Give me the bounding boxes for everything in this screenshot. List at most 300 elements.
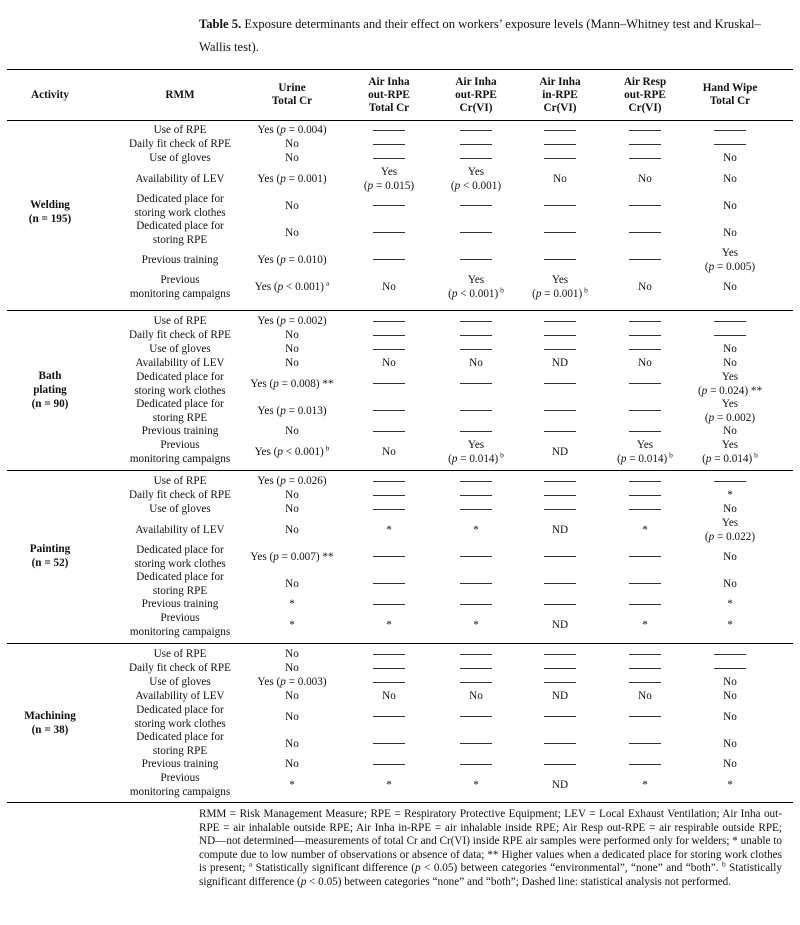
p-value: (p = 0.007): [269, 550, 320, 563]
rmm-text: storing RPE: [152, 584, 208, 597]
not-performed-dash: [373, 743, 405, 744]
table-cell: [680, 474, 780, 488]
table-cell: [431, 474, 521, 488]
cell-value: *: [386, 618, 392, 631]
activity-text: plating: [33, 383, 67, 396]
table-cell: [237, 151, 347, 165]
table-cell: [237, 424, 347, 438]
not-performed-dash: [460, 335, 492, 336]
rmm-label: [105, 397, 255, 424]
not-performed-dash: [544, 158, 576, 159]
table-cell: [600, 502, 690, 516]
not-performed-dash: [544, 349, 576, 350]
table-cell: [520, 771, 600, 798]
rmm-text: Use of RPE: [153, 124, 207, 136]
not-performed-dash: [629, 335, 661, 336]
cell-value: Yes: [257, 172, 277, 185]
cell-value: ND: [551, 618, 569, 631]
table-cell: [520, 570, 600, 597]
rmm-label: [105, 137, 255, 151]
cell-value: Yes: [257, 315, 277, 327]
cell-value: No: [723, 710, 737, 723]
p-value: (p = 0.014): [448, 452, 499, 465]
table-cell: [431, 771, 521, 798]
footnote-marker: **: [319, 550, 334, 563]
not-performed-dash: [373, 495, 405, 496]
not-performed-dash: [544, 668, 576, 669]
table-cell: [600, 689, 690, 703]
not-performed-dash: [373, 764, 405, 765]
table-cell: [237, 703, 347, 730]
not-performed-dash: [373, 321, 405, 322]
table-cell: [349, 356, 429, 370]
table-cell: [520, 675, 600, 689]
table-cell: [680, 570, 780, 597]
cell-value: *: [727, 618, 733, 631]
rmm-text: Availability of LEV: [135, 523, 225, 536]
p-value: (p < 0.05): [296, 875, 342, 888]
not-performed-dash: [714, 654, 746, 655]
cell-value: No: [723, 152, 737, 164]
cell-value: No: [723, 357, 737, 369]
table-cell: [680, 488, 780, 502]
cell-value: *: [642, 778, 648, 791]
p-value: (p = 0.024): [697, 384, 749, 397]
not-performed-dash: [460, 481, 492, 482]
activity-text: Painting: [29, 543, 71, 555]
not-performed-dash: [373, 431, 405, 432]
p-value: (p = 0.001): [276, 172, 327, 185]
cell-value: *: [727, 598, 733, 610]
table-cell: [600, 123, 690, 137]
not-performed-dash: [460, 604, 492, 605]
not-performed-dash: [373, 583, 405, 584]
cell-value: *: [289, 598, 295, 610]
rmm-text: Previous training: [141, 253, 219, 266]
not-performed-dash: [373, 716, 405, 717]
rmm-text: Dedicated place for: [136, 370, 224, 383]
table-cell: [349, 771, 429, 798]
cell-value: No: [285, 489, 299, 501]
table-cell: [680, 370, 780, 397]
not-performed-dash: [544, 321, 576, 322]
rmm-text: Dedicated place for: [136, 730, 224, 743]
table-cell: [600, 165, 690, 192]
table-cell: [431, 151, 521, 165]
table-cell: [237, 611, 347, 638]
table-cell: [237, 474, 347, 488]
table-cell: [431, 543, 521, 570]
not-performed-dash: [629, 232, 661, 233]
table-cell: [600, 675, 690, 689]
table-cell: [680, 192, 780, 219]
table-cell: [520, 703, 600, 730]
not-performed-dash: [460, 144, 492, 145]
cell-value: No: [382, 445, 396, 458]
not-performed-dash: [629, 431, 661, 432]
table-cell: [431, 703, 521, 730]
cell-value: *: [473, 523, 479, 536]
table-cell: [349, 516, 429, 543]
cell-value: No: [723, 226, 737, 239]
not-performed-dash: [460, 556, 492, 557]
column-header: [10, 72, 90, 118]
header-text: Urine: [278, 82, 306, 94]
cell-value: No: [285, 758, 299, 770]
rmm-label: [105, 543, 255, 570]
table-cell: [600, 356, 690, 370]
table-cell: [600, 488, 690, 502]
cell-value: No: [638, 690, 652, 702]
header-text: out-RPE: [455, 88, 497, 101]
table-cell: [349, 597, 429, 611]
not-performed-dash: [373, 158, 405, 159]
not-performed-dash: [544, 583, 576, 584]
table-cell: [431, 647, 521, 661]
activity-label: [10, 123, 90, 300]
not-performed-dash: [373, 383, 405, 384]
table-cell: [431, 611, 521, 638]
not-performed-dash: [460, 232, 492, 233]
rmm-text: Use of gloves: [149, 503, 211, 515]
p-value: (p = 0.014): [617, 452, 668, 465]
header-text: Total Cr: [271, 95, 313, 107]
not-performed-dash: [629, 259, 661, 260]
rmm-label: [105, 273, 255, 300]
table-cell: [349, 474, 429, 488]
cell-value: ND: [551, 778, 569, 791]
p-value: (p = 0.013): [276, 404, 327, 417]
rmm-text: Daily fit check of RPE: [129, 138, 231, 150]
cell-value: ND: [551, 690, 569, 702]
not-performed-dash: [544, 232, 576, 233]
activity-text: Machining: [24, 709, 76, 722]
table-cell: [237, 661, 347, 675]
table-cell: [349, 647, 429, 661]
not-performed-dash: [373, 335, 405, 336]
not-performed-dash: [544, 410, 576, 411]
table-cell: [349, 328, 429, 342]
header-text: Cr(VI): [543, 101, 577, 114]
not-performed-dash: [373, 410, 405, 411]
table-cell: [600, 516, 690, 543]
cell-value: No: [638, 357, 652, 369]
not-performed-dash: [373, 668, 405, 669]
not-performed-dash: [460, 743, 492, 744]
table-cell: [237, 370, 347, 397]
cell-value: No: [285, 425, 299, 437]
rmm-text: Previous: [160, 611, 200, 624]
rmm-label: [105, 151, 255, 165]
rmm-text: Previous training: [141, 758, 219, 770]
table-cell: [431, 424, 521, 438]
table-cell: [600, 703, 690, 730]
not-performed-dash: [544, 259, 576, 260]
rmm-label: [105, 647, 255, 661]
table-cell: [600, 219, 690, 246]
table-cell: [237, 328, 347, 342]
not-performed-dash: [373, 654, 405, 655]
table-bottom-rule: [7, 802, 793, 803]
p-value: (p = 0.014): [702, 452, 753, 465]
table-cell: [680, 342, 780, 356]
cell-value: *: [473, 778, 479, 791]
footnote-marker: b: [721, 859, 726, 869]
cell-value: No: [382, 280, 396, 293]
table-cell: [520, 730, 600, 757]
not-performed-dash: [544, 335, 576, 336]
not-performed-dash: [544, 556, 576, 557]
not-performed-dash: [629, 716, 661, 717]
not-performed-dash: [629, 349, 661, 350]
table-cell: [237, 314, 347, 328]
rmm-text: storing RPE: [152, 744, 208, 757]
rmm-label: [105, 342, 255, 356]
not-performed-dash: [460, 410, 492, 411]
group-divider-rule: [7, 310, 793, 311]
p-value: (p = 0.004): [276, 124, 327, 136]
table-cell: [237, 516, 347, 543]
table-cell: [349, 219, 429, 246]
rmm-label: [105, 516, 255, 543]
cell-value: Yes: [721, 370, 739, 383]
table-cell: [431, 757, 521, 771]
rmm-label: [105, 703, 255, 730]
not-performed-dash: [544, 743, 576, 744]
not-performed-dash: [544, 144, 576, 145]
rmm-text: storing RPE: [152, 233, 208, 246]
column-header: [105, 72, 255, 118]
cell-value: No: [285, 329, 299, 341]
cell-value: No: [723, 425, 737, 437]
header-bottom-rule: [7, 120, 793, 121]
header-text: Cr(VI): [459, 101, 493, 114]
table-cell: [237, 597, 347, 611]
table-cell: [520, 397, 600, 424]
table-cell: [680, 314, 780, 328]
cell-value: Yes: [250, 377, 270, 390]
table-cell: [680, 661, 780, 675]
cell-value: ND: [551, 523, 569, 536]
rmm-text: Previous training: [141, 598, 219, 610]
header-text: out-RPE: [624, 88, 666, 101]
rmm-text: Use of gloves: [149, 152, 211, 164]
table-cell: [600, 370, 690, 397]
cell-value: No: [723, 690, 737, 702]
rmm-text: Previous: [160, 771, 200, 784]
not-performed-dash: [629, 410, 661, 411]
rmm-label: [105, 438, 255, 465]
cell-value: No: [285, 226, 299, 239]
table-cell: [431, 356, 521, 370]
table-cell: [431, 438, 521, 465]
table-cell: [431, 597, 521, 611]
cell-value: No: [553, 172, 567, 185]
table-cell: [600, 661, 690, 675]
cell-value: *: [642, 523, 648, 536]
cell-value: No: [382, 690, 396, 702]
p-value: (p = 0.003): [276, 676, 327, 688]
table-cell: [431, 397, 521, 424]
rmm-text: storing work clothes: [134, 384, 226, 397]
footnote-marker: **: [319, 377, 334, 390]
p-value: (p = 0.015): [363, 179, 415, 192]
cell-value: No: [285, 737, 299, 750]
table-cell: [349, 123, 429, 137]
cell-value: Yes: [380, 165, 398, 178]
rmm-label: [105, 219, 255, 246]
rmm-text: Daily fit check of RPE: [129, 662, 231, 674]
not-performed-dash: [629, 743, 661, 744]
table-cell: [680, 151, 780, 165]
cell-value: No: [469, 357, 483, 369]
table-cell: [349, 314, 429, 328]
table-cell: [349, 757, 429, 771]
table-cell: [600, 730, 690, 757]
not-performed-dash: [629, 144, 661, 145]
rmm-label: [105, 192, 255, 219]
table-cell: [680, 424, 780, 438]
rmm-label: [105, 246, 255, 273]
rmm-label: [105, 611, 255, 638]
table-cell: [431, 730, 521, 757]
cell-value: Yes: [467, 438, 485, 451]
rmm-text: Availability of LEV: [135, 690, 225, 702]
table-cell: [520, 314, 600, 328]
header-text: Total Cr: [368, 101, 410, 114]
table-cell: [431, 123, 521, 137]
table-cell: [237, 730, 347, 757]
activity-text: (n = 195): [28, 212, 72, 225]
rmm-text: storing work clothes: [134, 557, 226, 570]
rmm-text: Previous: [160, 438, 200, 451]
not-performed-dash: [460, 259, 492, 260]
table-cell: [349, 703, 429, 730]
table-cell: [431, 661, 521, 675]
not-performed-dash: [460, 130, 492, 131]
table-cell: [520, 370, 600, 397]
table-cell: [349, 543, 429, 570]
cell-value: No: [723, 503, 737, 515]
header-text: Cr(VI): [628, 101, 662, 114]
not-performed-dash: [544, 481, 576, 482]
cell-value: ND: [551, 445, 569, 458]
rmm-label: [105, 661, 255, 675]
cell-value: Yes: [257, 676, 277, 688]
not-performed-dash: [544, 509, 576, 510]
cell-value: No: [723, 343, 737, 355]
footnote-marker: b: [498, 449, 504, 459]
table-cell: [600, 151, 690, 165]
cell-value: No: [285, 648, 299, 660]
cell-value: No: [723, 577, 737, 590]
table-cell: [237, 273, 347, 300]
not-performed-dash: [544, 604, 576, 605]
not-performed-dash: [629, 583, 661, 584]
table-cell: [237, 219, 347, 246]
rmm-label: [105, 597, 255, 611]
cell-value: No: [382, 357, 396, 369]
not-performed-dash: [714, 335, 746, 336]
table-cell: [680, 771, 780, 798]
cell-value: No: [469, 690, 483, 702]
not-performed-dash: [460, 509, 492, 510]
table-cell: [600, 543, 690, 570]
table-cell: [431, 516, 521, 543]
rmm-label: [105, 165, 255, 192]
table-cell: [349, 370, 429, 397]
table-cell: [349, 488, 429, 502]
table-cell: [520, 757, 600, 771]
cell-value: *: [386, 523, 392, 536]
not-performed-dash: [373, 130, 405, 131]
table-cell: [600, 273, 690, 300]
not-performed-dash: [460, 383, 492, 384]
table-title: Exposure determinants and their effect on workers’ exposure levels (Mann–Whitney test and Kruskal–Wallis test).: [199, 17, 761, 54]
table-cell: [349, 438, 429, 465]
table-cell: [600, 647, 690, 661]
table-cell: [431, 488, 521, 502]
cell-value: No: [285, 662, 299, 674]
rmm-text: Dedicated place for: [136, 219, 224, 232]
table-cell: [680, 356, 780, 370]
table-cell: [431, 328, 521, 342]
cell-value: Yes: [254, 445, 274, 458]
table-cell: [237, 543, 347, 570]
cell-value: No: [723, 676, 737, 688]
rmm-label: [105, 730, 255, 757]
table-cell: [237, 356, 347, 370]
not-performed-dash: [460, 583, 492, 584]
table-cell: [680, 689, 780, 703]
rmm-text: Dedicated place for: [136, 703, 224, 716]
table-cell: [237, 192, 347, 219]
footnote-marker: b: [667, 449, 673, 459]
cell-value: Yes: [257, 475, 277, 487]
not-performed-dash: [460, 495, 492, 496]
rmm-text: Daily fit check of RPE: [129, 329, 231, 341]
table-cell: [431, 314, 521, 328]
table-cell: [520, 597, 600, 611]
column-header: [600, 72, 690, 118]
not-performed-dash: [629, 481, 661, 482]
table-cell: [520, 342, 600, 356]
cell-value: Yes: [721, 397, 739, 410]
activity-text: Bath: [38, 369, 62, 382]
cell-value: No: [638, 280, 652, 293]
table-cell: [680, 219, 780, 246]
not-performed-dash: [544, 716, 576, 717]
activity-label: [10, 647, 90, 798]
table-cell: [349, 570, 429, 597]
not-performed-dash: [629, 764, 661, 765]
not-performed-dash: [544, 764, 576, 765]
header-text: Air Inha: [368, 75, 410, 88]
not-performed-dash: [544, 682, 576, 683]
table-cell: [349, 246, 429, 273]
rmm-label: [105, 488, 255, 502]
cell-value: No: [723, 199, 737, 212]
table-cell: [600, 137, 690, 151]
rmm-text: Use of RPE: [153, 315, 207, 327]
header-text: Total Cr: [709, 95, 751, 107]
not-performed-dash: [629, 668, 661, 669]
table-cell: [600, 771, 690, 798]
not-performed-dash: [460, 668, 492, 669]
rmm-label: [105, 328, 255, 342]
table-cell: [349, 502, 429, 516]
not-performed-dash: [544, 130, 576, 131]
